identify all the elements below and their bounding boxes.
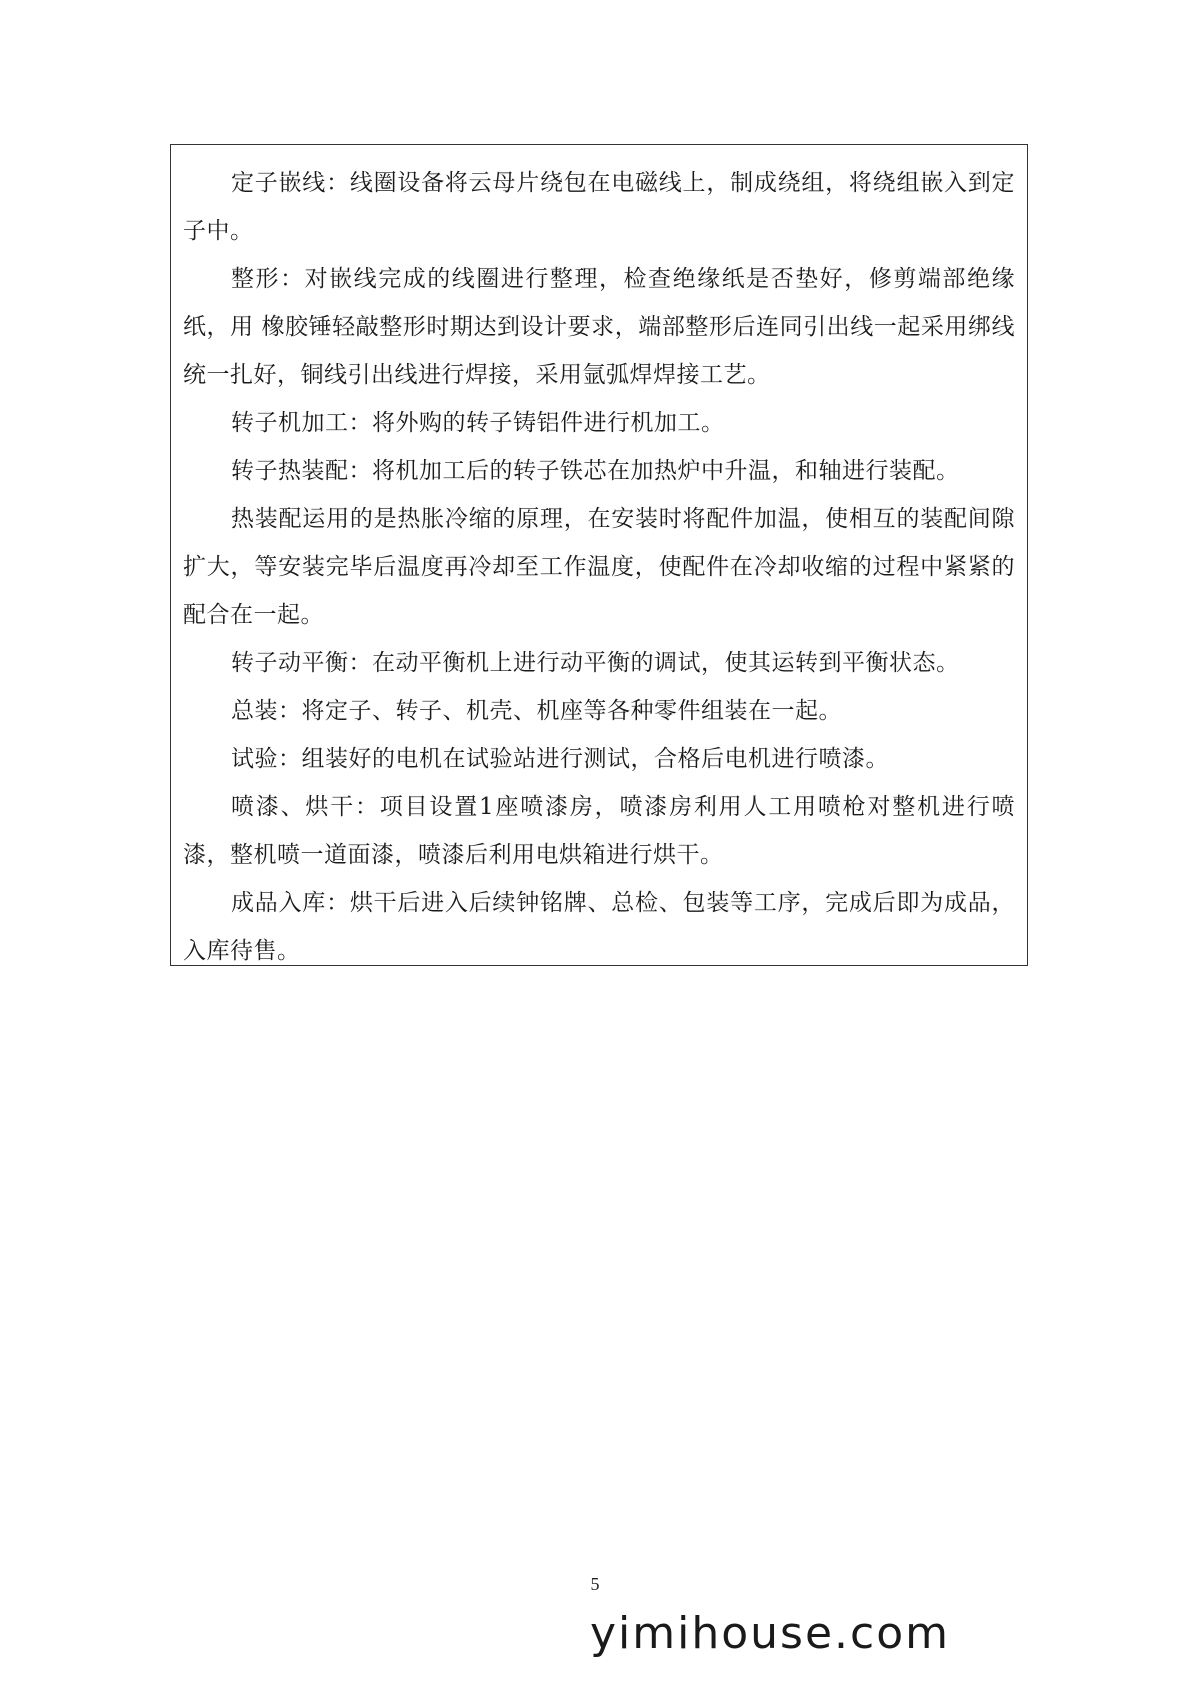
paragraph-rotor-balancing: 转子动平衡：在动平衡机上进行动平衡的调试，使其运转到平衡状态。 [231, 650, 960, 676]
process-description-box [170, 144, 1028, 966]
watermark-text: yimihouse.com [590, 1608, 950, 1659]
paragraph-stator-winding: 定子嵌线：线圈设备将云母片绕包在电磁线上，制成绕组，将绕组嵌入到定子中。 [183, 170, 1015, 244]
page-number: 5 [590, 1574, 600, 1594]
paragraph-warehousing: 成品入库：烘干后进入后续钟铭牌、总检、包装等工序，完成后即为成品，入库待售。 [183, 890, 1015, 964]
paragraph-testing: 试验：组装好的电机在试验站进行测试，合格后电机进行喷漆。 [231, 746, 889, 772]
paragraph-painting-drying: 喷漆、烘干：项目设置1座喷漆房，喷漆房利用人工用喷枪对整机进行喷漆，整机喷一道面漆，喷漆后利用电烘箱进行烘干。 [183, 794, 1015, 868]
paragraph-rotor-hot-assembly: 转子热装配：将机加工后的转子铁芯在加热炉中升温，和轴进行装配。 [231, 458, 960, 484]
paragraph-rotor-machining: 转子机加工：将外购的转子铸铝件进行机加工。 [231, 410, 725, 436]
paragraph-hot-assembly-principle: 热装配运用的是热胀冷缩的原理，在安装时将配件加温，使相互的装配间隙扩大，等安装完毕后温度再冷却至工作温度，使配件在冷却收缩的过程中紧紧的配合在一起。 [183, 506, 1015, 628]
paragraph-final-assembly: 总装：将定子、转子、机壳、机座等各种零件组装在一起。 [231, 698, 842, 724]
paragraph-shaping: 整形：对嵌线完成的线圈进行整理，检查绝缘纸是否垫好，修剪端部绝缘纸，用 橡胶锤轻敲整形时期达到设计要求，端部整形后连同引出线一起采用绑线统一扎好，铜线引出线进行焊接，采用氩弧焊焊接工艺。 [183, 266, 1015, 388]
